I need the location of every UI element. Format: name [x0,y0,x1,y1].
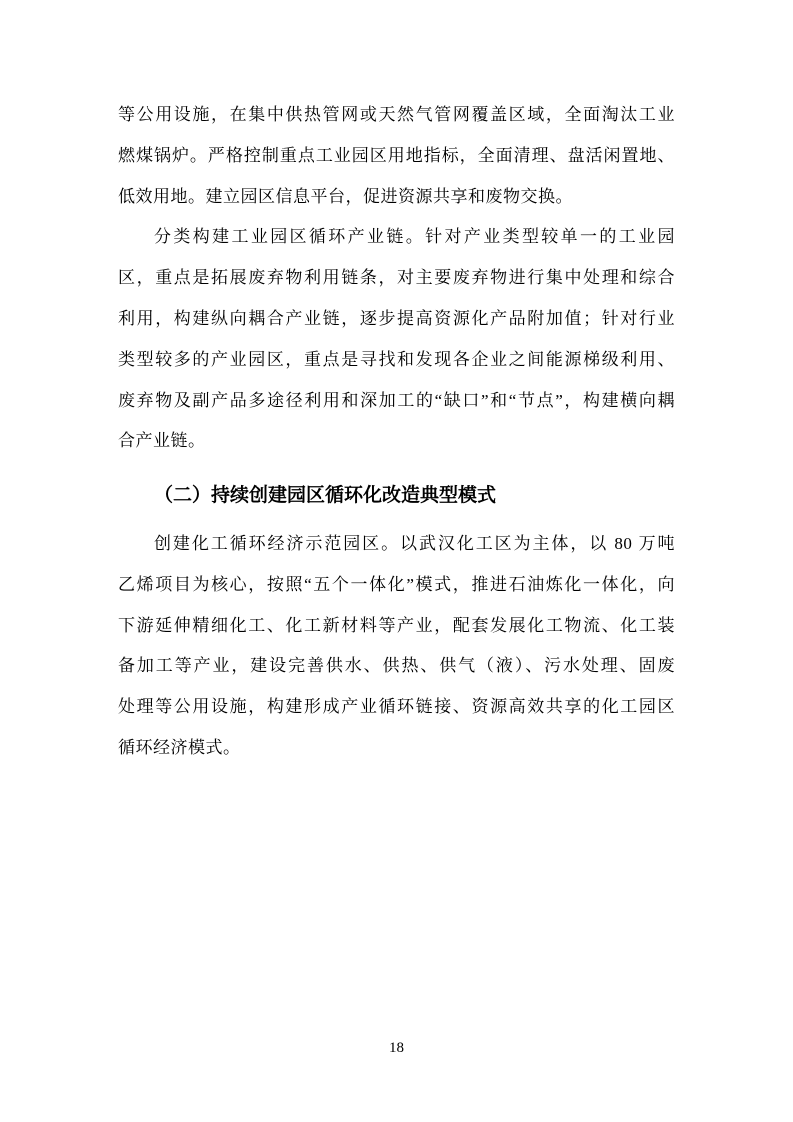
text-line: 合产业链。 [118,431,206,451]
paragraph-continuation [118,95,675,217]
text-line: 下游延伸精细化工、化工新材料等产业，配套发展化工物流、化工装 [118,615,675,635]
text-line: 利用，构建纵向耦合产业链，逐步提高资源化产品附加值；针对行业 [118,308,675,328]
text-line: 类型较多的产业园区，重点是寻找和发现各企业之间能源梯级利用、 [118,349,675,369]
paragraph-chemical-park-model [118,524,675,769]
paragraph-industrial-park-chains [118,217,675,462]
document-body [118,95,675,769]
text-line: 燃煤锅炉。严格控制重点工业园区用地指标，全面清理、盘活闲置地、 [118,145,675,165]
text-line: 备加工等产业，建设完善供水、供热、供气（液）、污水处理、固废 [118,656,675,676]
page-number: 18 [389,1040,404,1056]
text-line: 区，重点是拓展废弃物利用链条，对主要废弃物进行集中处理和综合 [118,268,675,288]
text-line: 处理等公用设施，构建形成产业循环链接、资源高效共享的化工园区 [118,697,675,717]
text-line: 分类构建工业园区循环产业链。针对产业类型较单一的工业园 [154,227,675,247]
text-line: 废弃物及副产品多途径利用和深加工的“缺口”和“节点”，构建横向耦 [118,390,675,410]
section-heading: （二）持续创建园区循环化改造典型模式 [154,485,497,507]
text-line: 乙烯项目为核心，按照“五个一体化”模式，推进石油炼化一体化，向 [118,574,675,594]
text-line: 低效用地。建立园区信息平台，促进资源共享和废物交换。 [118,186,573,206]
text-line: 循环经济模式。 [118,737,241,757]
text-line: 创建化工循环经济示范园区。以武汉化工区为主体，以 80 万吨 [154,533,675,553]
text-line: 等公用设施，在集中供热管网或天然气管网覆盖区域，全面淘汰工业 [118,105,675,124]
